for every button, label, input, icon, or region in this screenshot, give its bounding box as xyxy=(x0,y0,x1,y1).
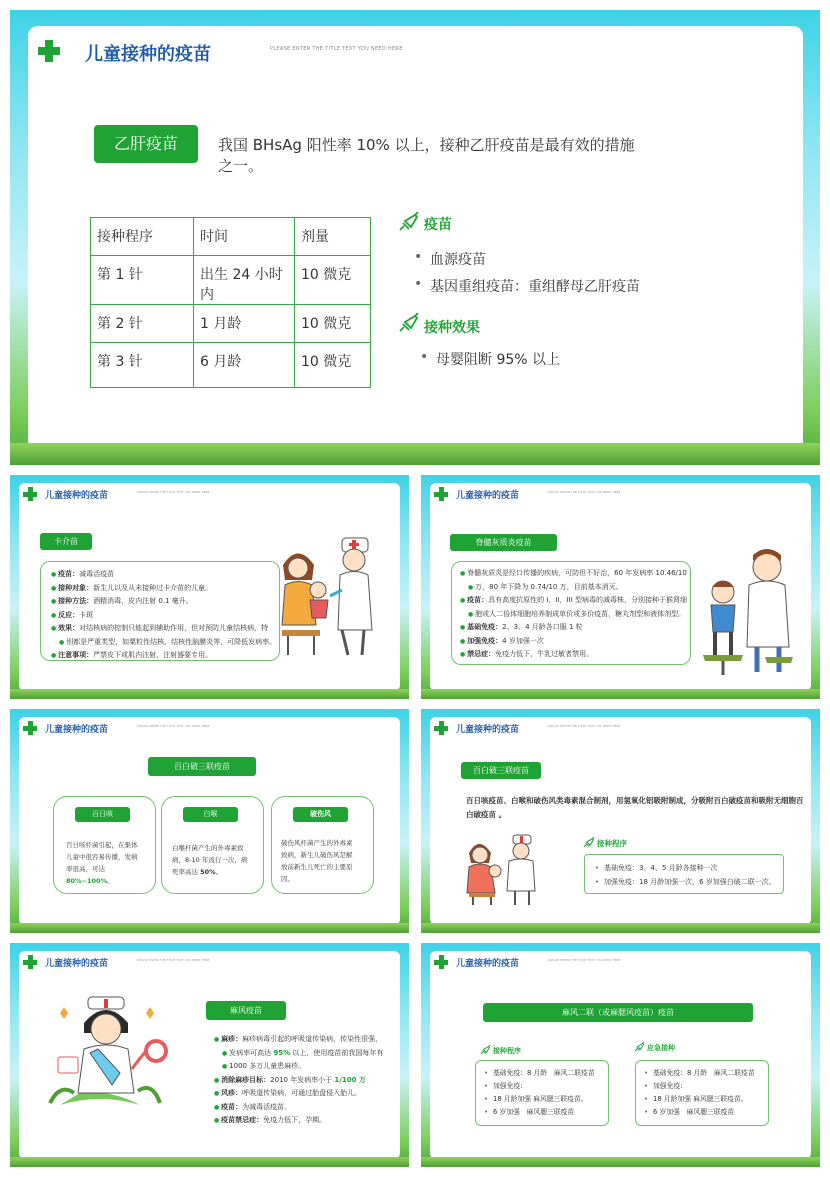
table-header-cell: 剂量 xyxy=(295,218,371,256)
card-text xyxy=(172,842,247,878)
section-tag: 脊髓灰质炎疫苗 xyxy=(450,534,557,551)
highlight-value: 50% xyxy=(200,868,216,876)
info-item xyxy=(51,649,269,663)
slide-subtitle: PLEASE ENTER THE TITLE TEXT YOU NEED HERE xyxy=(137,491,210,494)
item-text: 呼吸道传染病，可通过胎盘侵入胎儿。 xyxy=(242,1089,362,1097)
table-cell: 10 微克 xyxy=(295,343,371,388)
slide-card xyxy=(430,951,811,1159)
section-tag: 百白破三联疫苗 xyxy=(148,757,256,776)
card-tail: 。 xyxy=(107,877,114,885)
syringe-icon xyxy=(583,837,595,848)
table-cell: 第 1 针 xyxy=(91,256,194,305)
card-line: 病，8-10 年流行一次，病 xyxy=(172,856,248,864)
emergency-heading: 应急接种 xyxy=(647,1044,675,1052)
highlight-value: 1/100 万 xyxy=(334,1075,366,1084)
info-item xyxy=(51,582,269,596)
card-heading: 百日咳 xyxy=(75,807,130,822)
highlight-value: 95% xyxy=(273,1048,291,1057)
grass-decoration xyxy=(421,689,820,699)
medical-cross-icon xyxy=(23,487,37,501)
card-line: 破伤风杆菌产生的外毒素 xyxy=(281,839,353,847)
item-label: 禁忌症： xyxy=(467,650,496,658)
card-text xyxy=(281,837,353,885)
item-text: 1000 多万儿童患麻疹。 xyxy=(229,1062,306,1070)
intro-text: 我国 BHsAg 阳性率 10% 以上，接种乙肝疫苗是最有效的措施之一。 xyxy=(218,136,635,175)
schedule-item: • 18 月龄加强 麻风腮三联疫苗。 xyxy=(484,1093,600,1106)
emergency-item: • 基础免疫：8 月龄 麻风二联疫苗 xyxy=(644,1067,760,1080)
doctor-boy-illustration xyxy=(693,547,798,677)
item-text: 4 岁加强一次 xyxy=(502,636,544,645)
grass-decoration xyxy=(421,923,820,933)
grass-decoration xyxy=(10,689,409,699)
info-item xyxy=(214,1033,383,1047)
item-text: 卡斑 xyxy=(79,610,94,619)
syringe-icon xyxy=(398,212,420,232)
grass-decoration xyxy=(421,1157,820,1167)
slide-title: 儿童接种的疫苗 xyxy=(456,725,520,735)
info-item xyxy=(51,568,269,582)
description-line: 百日咳疫苗、白喉和破伤风类毒素混合制剂，用氢氧化铝吸附制成，分吸附百白破疫苗和吸附无细胞百 xyxy=(466,796,804,805)
item-text: 发病率可高达 xyxy=(229,1048,274,1057)
emergency-box xyxy=(635,1060,769,1126)
disease-card xyxy=(53,796,156,894)
info-item xyxy=(51,595,269,609)
syringe-icon xyxy=(634,1042,645,1052)
card-line: 白喉杆菌产生的外毒素致 xyxy=(172,844,244,852)
info-item xyxy=(51,609,269,623)
item-text: 新生儿以及从未接种过卡介苗的儿童。 xyxy=(93,583,213,592)
info-list xyxy=(214,1033,383,1128)
info-item-continued xyxy=(460,581,682,595)
item-text: 严禁皮下或肌内注射，注射器要专用。 xyxy=(93,651,213,659)
slide-subtitle: PLEASE ENTER THE TITLE TEXT YOU NEED HERE xyxy=(270,46,403,52)
info-item-continued xyxy=(51,636,277,650)
item-label: 接种方法： xyxy=(58,597,94,605)
schedule-box xyxy=(475,1060,609,1126)
item-text: 对结核病的控制只能起到辅助作用，但对预防儿童结核病，特 xyxy=(79,624,269,632)
slide-subtitle: PLEASE ENTER THE TITLE TEXT YOU NEED HERE xyxy=(548,725,621,728)
table-row xyxy=(91,305,371,343)
section-tag: 卡介苗 xyxy=(40,533,92,550)
table-row xyxy=(91,343,371,388)
item-text: 麻疹病毒引起的呼吸道传染病，传染性很强， xyxy=(242,1035,383,1043)
slide-dtp-schedule xyxy=(421,709,820,933)
card-heading: 白喉 xyxy=(183,807,238,822)
doctor-mother-child-illustration xyxy=(280,530,380,660)
item-text: 酒精消毒，皮内注射 0.1 毫升。 xyxy=(93,597,193,605)
table-cell: 第 3 针 xyxy=(91,343,194,388)
medical-cross-icon xyxy=(23,721,37,735)
table-header-row xyxy=(91,218,371,256)
table-cell: 10 微克 xyxy=(295,256,371,305)
emergency-item: • 6 岁加强 麻风腮三联疫苗 xyxy=(644,1106,760,1119)
medical-cross-icon xyxy=(434,487,448,501)
slide-hepatitis-b xyxy=(10,10,820,465)
item-text: 为减毒活疫苗。 xyxy=(242,1102,292,1111)
doctor-mother-child-illustration xyxy=(465,833,541,905)
card-line: 致病，新生儿破伤风是解 xyxy=(281,851,353,859)
item-label: 反应： xyxy=(58,610,80,619)
card-text xyxy=(66,839,138,887)
slide-title: 儿童接种的疫苗 xyxy=(456,491,520,501)
schedule-item: • 加强免疫： xyxy=(484,1080,600,1093)
table-header-cell: 时间 xyxy=(194,218,295,256)
schedule-heading: 接种程序 xyxy=(597,839,627,848)
medical-cross-icon xyxy=(434,955,448,969)
table-cell: 6 月龄 xyxy=(194,343,295,388)
item-label: 接种对象： xyxy=(58,583,94,592)
item-text: 胞或人二倍体细胞培养制成单价或多价疫苗，糖丸剂型和液体剂型。 xyxy=(475,609,686,618)
card-heading: 破伤风 xyxy=(293,807,348,822)
grass-decoration xyxy=(10,443,820,465)
emergency-item: • 18 月龄加强 麻风腮三联疫苗。 xyxy=(644,1093,760,1106)
table-cell: 10 微克 xyxy=(295,305,371,343)
item-label: 基础免疫： xyxy=(467,623,503,631)
item-text: 2010 年发病率小于 xyxy=(270,1075,335,1084)
item-label: 疫苗： xyxy=(467,596,489,604)
schedule-table xyxy=(90,217,371,388)
slide-title: 儿童接种的疫苗 xyxy=(85,44,211,65)
item-text: 免疫力低下，牛乳过敏者禁用。 xyxy=(495,650,594,658)
info-item xyxy=(214,1114,383,1128)
card-line: 百日咳杆菌引起，在集体 xyxy=(66,841,138,849)
card-line: 率很高，可达 xyxy=(66,865,105,873)
disease-card xyxy=(271,796,374,894)
slide-dtp-overview xyxy=(10,709,409,933)
item-text: 免疫力低下，孕期。 xyxy=(263,1116,327,1124)
effect-item: • 母婴阻断 95% 以上 xyxy=(420,349,560,369)
info-item xyxy=(460,648,682,662)
item-label: 疫苗： xyxy=(221,1102,243,1111)
card-tail: 。 xyxy=(215,868,223,876)
item-label: 消除麻疹目标： xyxy=(221,1075,271,1084)
section-tag: 麻风疫苗 xyxy=(206,1001,286,1020)
grass-decoration xyxy=(10,923,409,933)
schedule-item: • 基础免疫：3、4、5 月龄各接种一次 xyxy=(595,861,773,875)
section-tag: 麻风二联（或麻腮风疫苗）疫苗 xyxy=(483,1003,753,1022)
slide-subtitle: PLEASE ENTER THE TITLE TEXT YOU NEED HERE xyxy=(548,491,621,494)
syringe-icon xyxy=(398,313,420,333)
slide-subtitle: PLEASE ENTER THE TITLE TEXT YOU NEED HERE xyxy=(137,725,210,728)
info-item xyxy=(460,621,682,635)
item-text: 脊髓灰质炎是经口传播的疾病，可防但不好治，60 年发病率 10.46/10 xyxy=(467,569,687,577)
schedule-item: • 加强免疫：18 月龄加强一次，6 岁加强白破二联一次。 xyxy=(595,875,773,889)
info-box xyxy=(451,561,691,665)
description-line: 白破疫苗 。 xyxy=(466,810,507,819)
item-text-rest: 以上，使用疫苗前我国每年有 xyxy=(290,1048,384,1057)
item-label: 效果： xyxy=(58,624,80,632)
slide-mr-mmr xyxy=(421,943,820,1167)
item-text: 具有高度抗原性的 I，II，III 型病毒的减毒株，分别接种于猴肾细 xyxy=(488,596,687,604)
table-cell: 1 月龄 xyxy=(194,305,295,343)
info-item xyxy=(51,622,269,636)
item-text: 2、3、4 月龄各口服 1 粒 xyxy=(502,623,583,631)
medical-cross-icon xyxy=(23,955,37,969)
medical-cross-icon xyxy=(38,40,60,62)
item-label: 麻疹： xyxy=(221,1035,243,1043)
item-text: 别都是严重类型，如粟粒性结核、结核性脑膜炎等，可降低发病率。 xyxy=(66,637,277,646)
disease-card xyxy=(161,796,264,894)
item-label: 注意事项： xyxy=(58,651,94,659)
table-row xyxy=(91,256,371,305)
slide-subtitle: PLEASE ENTER THE TITLE TEXT YOU NEED HERE xyxy=(137,959,210,962)
slide-bcg xyxy=(10,475,409,699)
slide-polio xyxy=(421,475,820,699)
item-label: 风疹： xyxy=(221,1089,243,1097)
info-item-continued xyxy=(214,1047,383,1061)
schedule-box xyxy=(584,854,784,894)
card-line: 因。 xyxy=(281,875,294,883)
nurse-illustration xyxy=(40,993,180,1118)
card-line xyxy=(66,875,138,887)
emergency-item: • 加强免疫： xyxy=(644,1080,760,1093)
item-text: 减毒活疫苗 xyxy=(79,570,115,578)
slide-title: 儿童接种的疫苗 xyxy=(45,491,109,501)
info-item xyxy=(460,594,687,608)
info-item-continued xyxy=(460,608,686,622)
slide-title: 儿童接种的疫苗 xyxy=(45,959,109,969)
schedule-heading: 接种程序 xyxy=(493,1047,521,1055)
info-item-continued xyxy=(214,1060,383,1074)
section-tag: 百白破三联疫苗 xyxy=(461,762,541,779)
highlight-value: 80%~100% xyxy=(66,877,108,885)
vaccine-item: • 基因重组疫苗：重组酵母乙肝疫苗 xyxy=(414,276,640,296)
info-item xyxy=(460,635,682,649)
card-line xyxy=(172,866,247,878)
info-item xyxy=(460,567,687,581)
item-label: 疫苗禁忌症： xyxy=(221,1116,264,1124)
medical-cross-icon xyxy=(434,721,448,735)
info-box xyxy=(40,561,280,661)
item-label: 加强免疫： xyxy=(467,636,503,645)
item-label: 疫苗： xyxy=(58,570,80,578)
effect-heading: 接种效果 xyxy=(424,320,480,336)
section-tag: 乙肝疫苗 xyxy=(94,125,198,163)
slide-title: 儿童接种的疫苗 xyxy=(45,725,109,735)
table-header-cell: 接种程序 xyxy=(91,218,194,256)
schedule-item: • 基础免疫：8 月龄 麻风二联疫苗 xyxy=(484,1067,600,1080)
info-item xyxy=(214,1087,383,1101)
description xyxy=(466,794,804,822)
grass-decoration xyxy=(10,1157,409,1167)
slide-subtitle: PLEASE ENTER THE TITLE TEXT YOU NEED HERE xyxy=(548,959,621,962)
info-item xyxy=(214,1074,383,1088)
info-item xyxy=(214,1101,383,1115)
card-line: 儿童中很容易传播，发病 xyxy=(66,853,138,861)
item-text: 万，80 年下降为 0.74/10 万，目前基本消灭。 xyxy=(475,582,623,591)
slide-measles-rubella xyxy=(10,943,409,1167)
vaccine-heading: 疫苗 xyxy=(424,217,452,233)
card-line-text: 死率高达 xyxy=(172,868,198,876)
vaccine-item: • 血源疫苗 xyxy=(414,249,486,269)
table-cell: 出生 24 小时内 xyxy=(194,256,295,305)
table-cell: 第 2 针 xyxy=(91,305,194,343)
card-line: 放前新生儿死亡的主要原 xyxy=(281,863,353,871)
slide-title: 儿童接种的疫苗 xyxy=(456,959,520,969)
syringe-icon xyxy=(480,1045,491,1055)
schedule-item: • 6 岁加强 麻风腮三联疫苗 xyxy=(484,1106,600,1119)
